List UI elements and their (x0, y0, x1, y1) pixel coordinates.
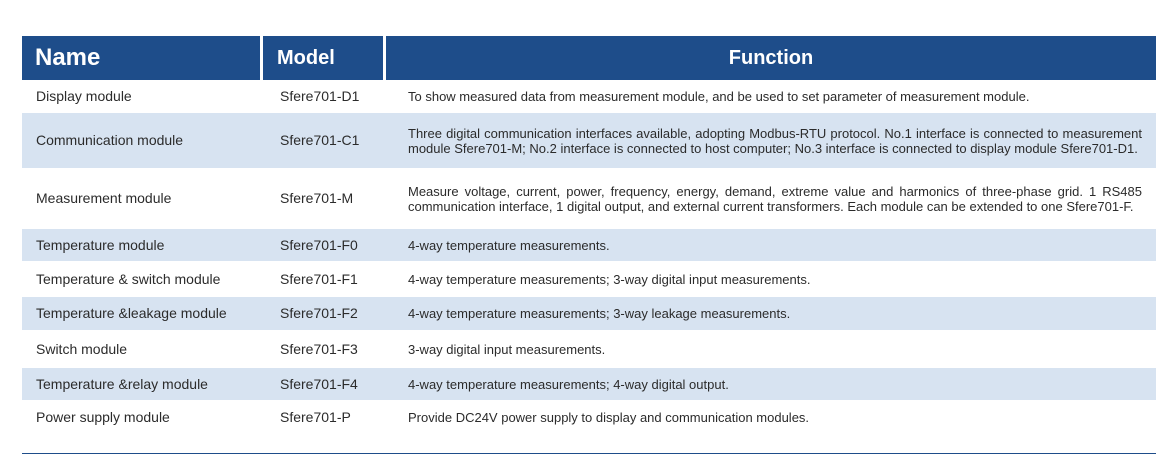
row-function: 4-way temperature measurements. (408, 237, 610, 253)
table-row (22, 169, 1156, 229)
module-table (22, 36, 1156, 434)
table-header (22, 36, 1156, 80)
row-model: Sfere701-P (280, 408, 351, 425)
row-function: Three digital communication interfaces available, adopting Modbus-RTU protocol. No.1 interface is connected to measurement module Sfere701-M; No.2 interface is connected to host computer; No.3 interface is connected to display module Sfere701-D1. (408, 125, 1142, 156)
row-name: Temperature &leakage module (36, 305, 227, 321)
row-function: 3-way digital input measurements. (408, 341, 606, 357)
row-name: Switch module (36, 340, 128, 357)
table-row (22, 80, 1156, 113)
table-bottom-rule (22, 453, 1156, 454)
row-function: To show measured data from measurement module, and be used to set parameter of measurement module. (408, 88, 1030, 104)
header-model: Model (263, 36, 383, 80)
row-model: Sfere701-M (280, 190, 354, 206)
table-row (22, 262, 1156, 297)
row-name: Temperature & switch module (36, 270, 221, 287)
row-function: 4-way temperature measurements; 3-way digital input measurements. (408, 271, 811, 287)
row-name: Communication module (36, 132, 184, 148)
row-model: Sfere701-C1 (280, 132, 360, 148)
table-row (22, 229, 1156, 262)
row-model: Sfere701-F2 (280, 305, 358, 321)
row-model: Sfere701-F0 (280, 236, 358, 253)
row-model: Sfere701-F4 (280, 375, 358, 392)
row-function: Provide DC24V power supply to display and communication modules. (408, 409, 810, 425)
table-row (22, 368, 1156, 401)
row-name: Measurement module (36, 190, 172, 206)
row-name: Power supply module (36, 408, 170, 425)
row-model: Sfere701-F1 (280, 270, 358, 287)
table-row (22, 297, 1156, 331)
row-name: Temperature &relay module (36, 375, 208, 392)
header-function: Function (386, 36, 1156, 80)
row-model: Sfere701-F3 (280, 340, 358, 357)
row-function: 4-way temperature measurements; 4-way digital output. (408, 376, 729, 392)
header-name: Name (22, 36, 260, 80)
row-name: Temperature module (36, 236, 165, 253)
table-row (22, 113, 1156, 169)
row-name: Display module (36, 87, 132, 104)
table-row (22, 401, 1156, 434)
row-model: Sfere701-D1 (280, 87, 360, 104)
row-function: 4-way temperature measurements; 3-way leakage measurements. (408, 306, 791, 321)
table-row (22, 331, 1156, 368)
row-function: Measure voltage, current, power, frequency, energy, demand, extreme value and harmonics of three-phase grid. 1 RS485 communication interface, 1 digital output, and external current transformers. Each module can be extended to one Sfere701-F. (408, 183, 1142, 214)
